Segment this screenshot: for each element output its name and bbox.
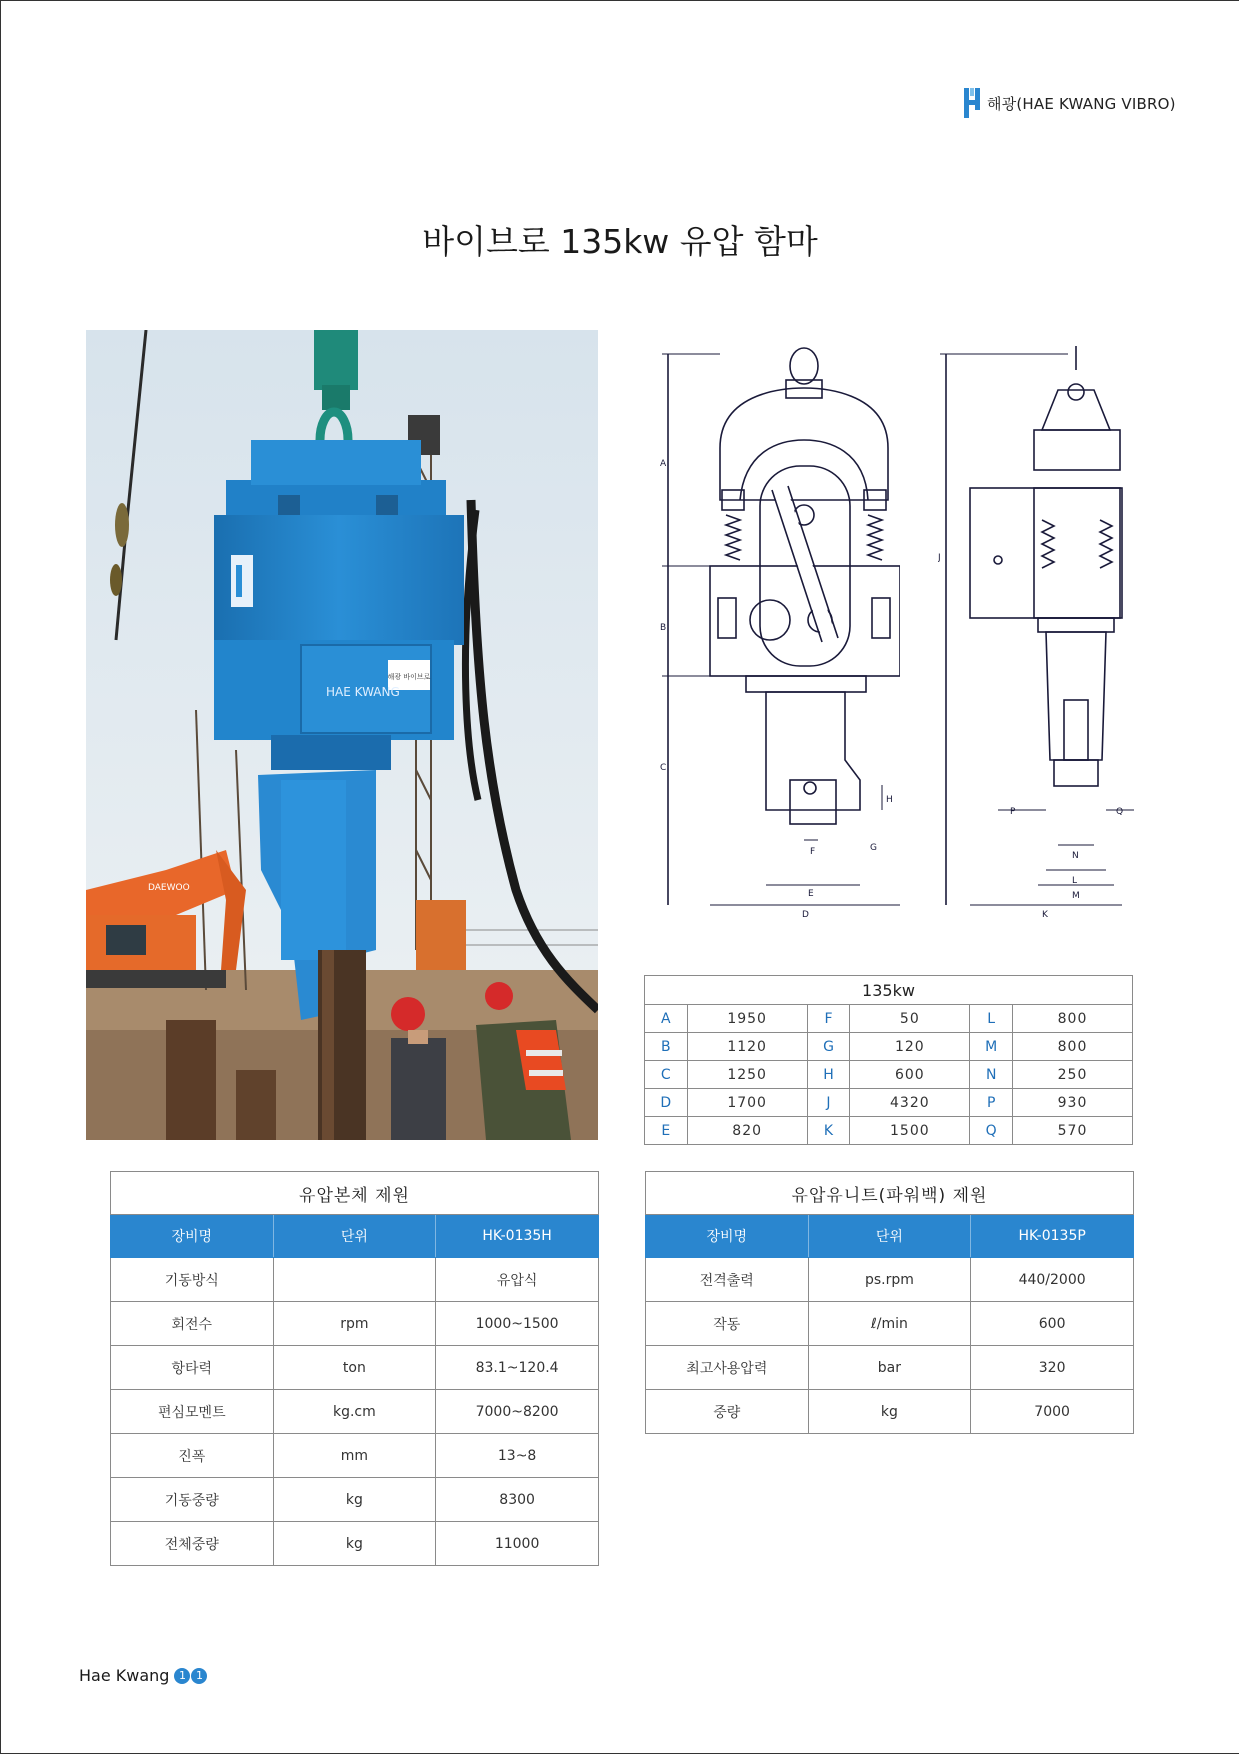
table-row [645, 1061, 1133, 1089]
dim-value: 1500 [850, 1117, 970, 1145]
spec-unit: mm [273, 1434, 436, 1478]
table-row [646, 1258, 1134, 1302]
dim-value: 800 [1013, 1033, 1133, 1061]
dim-key: L [970, 1005, 1013, 1033]
body-spec-caption: 유압본체 제원 [111, 1172, 599, 1215]
dim-label-n: N [1072, 851, 1079, 861]
dim-key: N [970, 1061, 1013, 1089]
dim-label-k: K [1042, 910, 1048, 920]
body-spec-table [110, 1171, 599, 1566]
table-row [646, 1390, 1134, 1434]
dim-label-h: H [886, 795, 893, 805]
spec-value: 7000 [971, 1390, 1134, 1434]
page-number [174, 1668, 208, 1684]
header-cell: 단위 [273, 1215, 436, 1258]
spec-value: 8300 [436, 1478, 599, 1522]
brand-text: 해광(HAE KWANG VIBRO) [987, 94, 1176, 113]
spec-unit: rpm [273, 1302, 436, 1346]
spec-name: 전격출력 [646, 1258, 809, 1302]
dim-label-f: F [810, 847, 816, 857]
spec-unit: kg.cm [273, 1390, 436, 1434]
spec-name: 작동 [646, 1302, 809, 1346]
spec-unit: kg [273, 1522, 436, 1566]
table-row [111, 1478, 599, 1522]
dim-label-j: J [938, 553, 941, 563]
dimension-table-caption: 135kw [645, 976, 1133, 1005]
dim-value: 800 [1013, 1005, 1133, 1033]
spec-value: 83.1~120.4 [436, 1346, 599, 1390]
dim-label-m: M [1072, 891, 1080, 901]
spec-value: 1000~1500 [436, 1302, 599, 1346]
page-digit: 1 [191, 1668, 207, 1684]
header-cell: 장비명 [111, 1215, 274, 1258]
header-cell: HK-0135P [971, 1215, 1134, 1258]
dim-key: A [645, 1005, 688, 1033]
spec-unit [273, 1258, 436, 1302]
dim-value: 4320 [850, 1089, 970, 1117]
spec-value: 7000~8200 [436, 1390, 599, 1434]
dim-key: J [807, 1089, 850, 1117]
table-row [646, 1346, 1134, 1390]
spec-value: 320 [971, 1346, 1134, 1390]
brand-header [962, 86, 1176, 120]
spec-name: 기동방식 [111, 1258, 274, 1302]
dim-label-b: B [660, 623, 667, 633]
dim-label-p: P [1010, 807, 1016, 817]
spec-name: 기동중량 [111, 1478, 274, 1522]
dim-label-l: L [1072, 876, 1078, 886]
dim-key: E [645, 1117, 688, 1145]
table-row [646, 1302, 1134, 1346]
spec-unit: ps.rpm [808, 1258, 971, 1302]
dim-value: 120 [850, 1033, 970, 1061]
spec-name: 회전수 [111, 1302, 274, 1346]
dim-key: G [807, 1033, 850, 1061]
photo-sign-text: 해광 바이브로 [387, 673, 431, 681]
dim-label-a: A [660, 459, 667, 469]
unit-spec-table [645, 1171, 1134, 1434]
table-row [645, 1089, 1133, 1117]
page-digit: 1 [174, 1668, 190, 1684]
dim-value: 600 [850, 1061, 970, 1089]
spec-value: 440/2000 [971, 1258, 1134, 1302]
spec-unit: ℓ/min [808, 1302, 971, 1346]
footer [79, 1666, 208, 1685]
spec-unit: ton [273, 1346, 436, 1390]
dim-value: 570 [1013, 1117, 1133, 1145]
spec-name: 항타력 [111, 1346, 274, 1390]
excavator-label: DAEWOO [148, 883, 190, 893]
dimension-table [644, 975, 1133, 1145]
dim-label-q: Q [1116, 807, 1124, 817]
dim-key: K [807, 1117, 850, 1145]
hae-kwang-logo-icon [962, 86, 982, 120]
spec-value: 11000 [436, 1522, 599, 1566]
dim-value: 50 [850, 1005, 970, 1033]
dim-value: 930 [1013, 1089, 1133, 1117]
dim-value: 1120 [687, 1033, 807, 1061]
spec-unit: kg [808, 1390, 971, 1434]
page-title: 바이브로 135kw 유압 함마 [422, 222, 818, 261]
footer-brand: Hae Kwang [79, 1666, 170, 1685]
table-row [111, 1434, 599, 1478]
spec-value: 유압식 [436, 1258, 599, 1302]
unit-spec-caption: 유압유니트(파워백) 제원 [646, 1172, 1134, 1215]
table-row [111, 1522, 599, 1566]
table-header-row [111, 1215, 599, 1258]
dim-label-e: E [808, 889, 814, 899]
spec-name: 중량 [646, 1390, 809, 1434]
spec-name: 전체중량 [111, 1522, 274, 1566]
side-view-drawing [938, 340, 1138, 920]
spec-name: 최고사용압력 [646, 1346, 809, 1390]
vibro-hammer-photo [86, 330, 598, 1140]
table-row [645, 1117, 1133, 1145]
spec-unit: bar [808, 1346, 971, 1390]
dim-key: M [970, 1033, 1013, 1061]
spec-unit: kg [273, 1478, 436, 1522]
spec-name: 진폭 [111, 1434, 274, 1478]
header-cell: HK-0135H [436, 1215, 599, 1258]
dim-key: D [645, 1089, 688, 1117]
table-header-row [646, 1215, 1134, 1258]
front-view-drawing [660, 340, 900, 920]
dim-label-c: C [660, 763, 667, 773]
dim-value: 1950 [687, 1005, 807, 1033]
dim-value: 820 [687, 1117, 807, 1145]
dim-value: 1250 [687, 1061, 807, 1089]
dim-key: H [807, 1061, 850, 1089]
dim-key: B [645, 1033, 688, 1061]
dim-key: Q [970, 1117, 1013, 1145]
dim-key: F [807, 1005, 850, 1033]
table-row [111, 1302, 599, 1346]
dim-value: 250 [1013, 1061, 1133, 1089]
table-row [111, 1258, 599, 1302]
spec-name: 편심모멘트 [111, 1390, 274, 1434]
header-cell: 장비명 [646, 1215, 809, 1258]
table-row [645, 1033, 1133, 1061]
photo-logo-text: HAE KWANG [326, 685, 400, 699]
dim-key: P [970, 1089, 1013, 1117]
dim-key: C [645, 1061, 688, 1089]
dim-value: 1700 [687, 1089, 807, 1117]
table-row [111, 1390, 599, 1434]
header-cell: 단위 [808, 1215, 971, 1258]
spec-value: 13~8 [436, 1434, 599, 1478]
spec-value: 600 [971, 1302, 1134, 1346]
table-row [645, 1005, 1133, 1033]
table-row [111, 1346, 599, 1390]
dim-label-g: G [870, 843, 877, 853]
dim-label-d: D [802, 910, 809, 920]
